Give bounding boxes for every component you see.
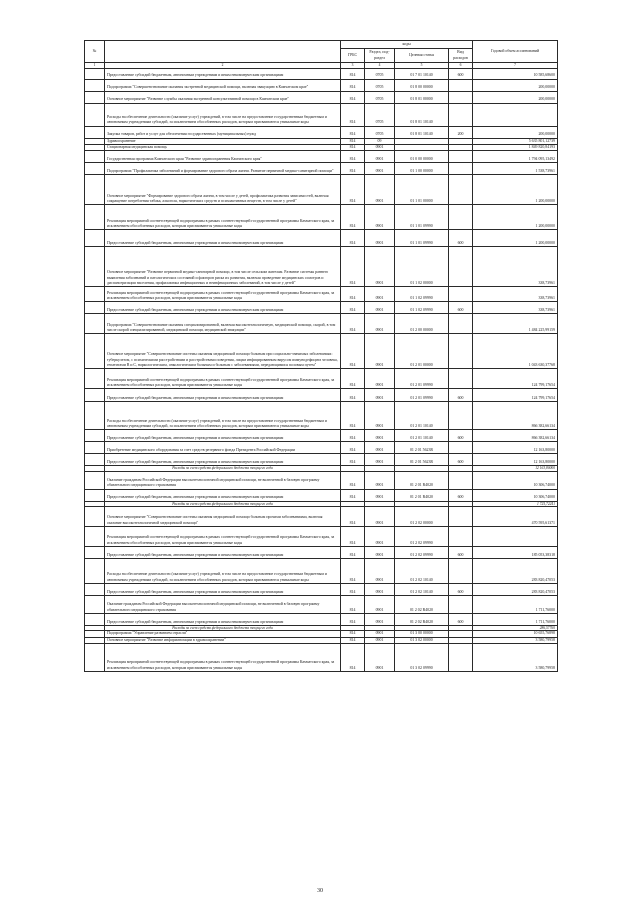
item-name-cell: Реализация мероприятий соответствующей подпрограммы в рамках соответствующей государственной программы Камчатского края, за исключением обособленных расходов, которым присваиваются уникальные коды	[105, 643, 341, 671]
grbs-cell: 814	[341, 302, 365, 314]
razdel-cell: 0705	[365, 126, 395, 138]
expense-type-cell	[449, 91, 473, 103]
col-num-2: 2	[105, 63, 341, 69]
amount-cell: 10 306,74000	[473, 489, 558, 501]
expense-type-cell	[449, 163, 473, 175]
razdel-cell: 0705	[365, 91, 395, 103]
item-name-cell: Основное мероприятие "Развитие информатизации в здравоохранении"	[105, 637, 341, 643]
amount-cell: 10 655,76898	[473, 631, 558, 637]
razdel-cell: 0901	[365, 402, 395, 430]
target-article-cell: 01 2 01 00000	[395, 334, 449, 369]
target-article-cell: 01 2 00 00000	[395, 314, 449, 334]
razdel-cell: 0901	[365, 230, 395, 247]
grbs-cell: 814	[341, 389, 365, 402]
table-row	[85, 126, 558, 138]
grbs-cell: 814	[341, 334, 365, 369]
row-number-cell	[85, 526, 105, 546]
razdel-cell: 0901	[365, 583, 395, 595]
amount-cell: 10 306,74000	[473, 471, 558, 489]
row-number-cell	[85, 302, 105, 314]
target-article-cell: 01 3 00 00000	[395, 631, 449, 637]
grbs-cell: 814	[341, 526, 365, 546]
row-number-cell	[85, 595, 105, 613]
razdel-cell: 0901	[365, 489, 395, 501]
razdel-cell: 0901	[365, 442, 395, 454]
col-num-3: 3	[341, 63, 365, 69]
target-article-cell: 01 2 02 09990	[395, 526, 449, 546]
row-number-cell	[85, 163, 105, 175]
grbs-cell: 814	[341, 138, 365, 144]
razdel-cell: 0901	[365, 558, 395, 583]
expense-type-cell	[449, 103, 473, 126]
target-article-cell: 01 3 02 09990	[395, 643, 449, 671]
table-row	[85, 247, 558, 287]
row-number-cell	[85, 613, 105, 625]
target-article-cell: 01 1 02 09990	[395, 302, 449, 314]
expense-type-cell	[449, 79, 473, 91]
amount-cell	[473, 526, 558, 546]
row-number-cell	[85, 454, 105, 466]
razdel-cell: 0901	[365, 334, 395, 369]
razdel-cell: 0705	[365, 103, 395, 126]
row-number-cell	[85, 471, 105, 489]
razdel-cell: 0901	[365, 369, 395, 389]
grbs-cell: 814	[341, 163, 365, 175]
row-number-cell	[85, 103, 105, 126]
amount-cell: 5 635 801,12739	[473, 138, 558, 144]
expense-type-cell	[449, 558, 473, 583]
col-num-1: 1	[85, 63, 105, 69]
item-name-cell: Реализация мероприятий соответствующей подпрограммы в рамках соответствующей государственной программы Камчатского края, за исключением обособленных расходов, которым присваиваются уникальные коды	[105, 369, 341, 389]
grbs-cell: 814	[341, 144, 365, 150]
item-name-cell: Закупка товаров, работ и услуг для обеспечения государственных (муниципальных) нужд	[105, 126, 341, 138]
expense-type-cell	[449, 287, 473, 302]
item-name-cell: Подпрограмма "Совершенствование оказания экстренной медицинской помощи, включая эвакуацию в Камчатском крае"	[105, 79, 341, 91]
amount-cell: 3 580,79958	[473, 637, 558, 643]
item-name-cell: Основное мероприятие "Формирование здорового образа жизни, в том числе у детей, профилактика развития зависимостей, включая сокращение потребления табака, алкоголя, наркотических средств и психоактивных веществ, в том числе у детей"	[105, 175, 341, 205]
table-row	[85, 643, 558, 671]
amount-cell: 200,00000	[473, 79, 558, 91]
amount-cell: 1 725,72241	[473, 501, 558, 506]
expense-type-cell	[449, 471, 473, 489]
grbs-cell: 814	[341, 230, 365, 247]
table-row	[85, 454, 558, 466]
target-article-cell: 01 1 00 00000	[395, 163, 449, 175]
grbs-cell: 814	[341, 91, 365, 103]
table-row	[85, 68, 558, 79]
target-article-cell: 01 2 01 R4020	[395, 489, 449, 501]
amount-cell: 286,57760	[473, 625, 558, 630]
razdel-cell: 0901	[365, 471, 395, 489]
row-number-cell	[85, 442, 105, 454]
expense-type-cell	[449, 369, 473, 389]
expense-type-cell: 200	[449, 126, 473, 138]
table-row	[85, 430, 558, 442]
amount-cell: 866 382,66134	[473, 402, 558, 430]
table-row	[85, 302, 558, 314]
amount-cell: 866 382,66134	[473, 430, 558, 442]
col-num-5: 5	[395, 63, 449, 69]
table-row	[85, 583, 558, 595]
amount-cell: 1 043 630,37768	[473, 334, 558, 369]
table-row	[85, 230, 558, 247]
table-row	[85, 334, 558, 369]
razdel-cell: 0901	[365, 643, 395, 671]
grbs-cell: 814	[341, 126, 365, 138]
row-number-cell	[85, 389, 105, 402]
target-article-cell: 01 2 02 00000	[395, 506, 449, 526]
expense-type-cell	[449, 205, 473, 230]
razdel-cell: 0901	[365, 526, 395, 546]
amount-cell: 1 200,00000	[473, 230, 558, 247]
grbs-cell: 814	[341, 369, 365, 389]
amount-cell: 338,73961	[473, 287, 558, 302]
table-row	[85, 471, 558, 489]
amount-cell: 12 163,80000	[473, 454, 558, 466]
razdel-cell: 0901	[365, 506, 395, 526]
item-name-cell: Оказание гражданам Российской Федерации высокотехнологичной медицинской помощи, не включенной в базовую программу обязательного медицинского страхования	[105, 595, 341, 613]
target-article-cell: 01 1 02 00000	[395, 247, 449, 287]
item-name-cell: Расходы на обеспечение деятельности (оказание услуг) учреждений, в том числе на предоставление государственным бюджетным и автономным учреждениям субсидий, за исключением обособленных расходов, которым присваиваются уникальные коды	[105, 103, 341, 126]
target-article-cell: 01 1 01 00000	[395, 175, 449, 205]
table-row	[85, 91, 558, 103]
header-target-article: Целевая статья	[395, 49, 449, 63]
row-number-cell	[85, 314, 105, 334]
target-article-cell: 01 8 01 10140	[395, 126, 449, 138]
table-row	[85, 369, 558, 389]
amount-cell: 1 794 095,13492	[473, 151, 558, 163]
amount-cell: 200,00000	[473, 91, 558, 103]
budget-table	[84, 40, 558, 672]
grbs-cell: 814	[341, 506, 365, 526]
amount-cell: 124 799,17654	[473, 389, 558, 402]
amount-cell: 12 163,80000	[473, 466, 558, 471]
amount-cell: 1 711,76000	[473, 613, 558, 625]
header-number: №	[85, 41, 105, 63]
grbs-cell: 814	[341, 613, 365, 625]
expense-type-cell: 600	[449, 230, 473, 247]
table-row	[85, 287, 558, 302]
amount-cell: 1 538,73961	[473, 163, 558, 175]
row-number-cell	[85, 558, 105, 583]
item-name-cell: Реализация мероприятий соответствующей подпрограммы в рамках соответствующей государственной программы Камчатского края, за исключением обособленных расходов, которым присваиваются уникальные коды	[105, 287, 341, 302]
razdel-cell: 0901	[365, 631, 395, 637]
razdel-cell: 0901	[365, 314, 395, 334]
amount-cell: 12 163,80000	[473, 442, 558, 454]
target-article-cell: 01 2 02 R4020	[395, 613, 449, 625]
target-article-cell: 01 1 01 09990	[395, 205, 449, 230]
item-name-cell: Подпрограмма "Профилактика заболеваний и формирование здорового образа жизни. Развитие первичной медико-санитарной помощи"	[105, 163, 341, 175]
expense-type-cell	[449, 526, 473, 546]
row-number-cell	[85, 91, 105, 103]
table-row	[85, 595, 558, 613]
row-number-cell	[85, 334, 105, 369]
table-row	[85, 151, 558, 163]
item-name-cell: Расходы за счет средств федерального бюджета текущего года	[105, 466, 341, 471]
table-row	[85, 506, 558, 526]
amount-cell: 1 484 225,99159	[473, 314, 558, 334]
amount-cell: 10 585,68600	[473, 68, 558, 79]
row-number-cell	[85, 583, 105, 595]
expense-type-cell	[449, 595, 473, 613]
razdel-cell: 0901	[365, 595, 395, 613]
table-row	[85, 314, 558, 334]
item-name-cell: Предоставление субсидий бюджетным, автономным учреждениям и иным некоммерческим организациям	[105, 613, 341, 625]
row-number-cell	[85, 175, 105, 205]
amount-cell: 3 580,79958	[473, 643, 558, 671]
item-name-cell: Подпрограмма "Управление развитием отрасли"	[105, 631, 341, 637]
amount-cell: 283 820,47053	[473, 583, 558, 595]
item-name-cell: Оказание гражданам Российской Федерации высокотехнологичной медицинской помощи, не включенной в базовую программу обязательного медицинского страхования	[105, 471, 341, 489]
razdel-cell: 0705	[365, 68, 395, 79]
expense-type-cell: 600	[449, 489, 473, 501]
table-row	[85, 613, 558, 625]
expense-type-cell: 600	[449, 613, 473, 625]
row-number-cell	[85, 506, 105, 526]
expense-type-cell: 600	[449, 68, 473, 79]
expense-type-cell: 600	[449, 546, 473, 558]
target-article-cell: 01 7 01 10140	[395, 68, 449, 79]
table-row	[85, 526, 558, 546]
header-razdel: Раздел, под-раздел	[365, 49, 395, 63]
table-row	[85, 546, 558, 558]
razdel-cell: 0901	[365, 175, 395, 205]
header-sum: Годовой объем ассигнований	[473, 41, 558, 63]
razdel-cell: 0901	[365, 637, 395, 643]
grbs-cell: 814	[341, 583, 365, 595]
amount-cell: 1 711,76000	[473, 595, 558, 613]
grbs-cell: 814	[341, 558, 365, 583]
amount-cell: 1 200,00000	[473, 205, 558, 230]
header-name	[105, 41, 341, 63]
target-article-cell: 01 2 01 5623R	[395, 442, 449, 454]
item-name-cell: Расходы на обеспечение деятельности (оказание услуг) учреждений, в том числе на предоставление государственным бюджетным и автономным учреждениям субсидий, за исключением обособленных расходов, которым присваиваются уникальные коды	[105, 402, 341, 430]
target-article-cell: 01 2 02 09990	[395, 546, 449, 558]
item-name-cell: Реализация мероприятий соответствующей подпрограммы в рамках соответствующей государственной программы Камчатского края, за исключением обособленных расходов, которым присваиваются уникальные коды	[105, 526, 341, 546]
item-name-cell: Здравоохранение	[105, 138, 341, 144]
col-num-7: 7	[473, 63, 558, 69]
target-article-cell: 01 2 02 10140	[395, 558, 449, 583]
expense-type-cell	[449, 442, 473, 454]
grbs-cell: 814	[341, 442, 365, 454]
razdel-cell: 0901	[365, 430, 395, 442]
table-row	[85, 389, 558, 402]
row-number-cell	[85, 230, 105, 247]
page-number: 30	[317, 888, 323, 894]
table-row	[85, 205, 558, 230]
target-article-cell: 01 2 02 R4020	[395, 595, 449, 613]
table-row	[85, 103, 558, 126]
target-article-cell: 01 1 01 09990	[395, 230, 449, 247]
grbs-cell: 814	[341, 489, 365, 501]
target-article-cell: 01 2 02 10140	[395, 583, 449, 595]
item-name-cell: Предоставление субсидий бюджетным, автономным учреждениям и иным некоммерческим организациям	[105, 430, 341, 442]
grbs-cell: 814	[341, 595, 365, 613]
table-row	[85, 442, 558, 454]
razdel-cell: 0901	[365, 389, 395, 402]
expense-type-cell: 600	[449, 302, 473, 314]
grbs-cell: 814	[341, 643, 365, 671]
col-num-4: 4	[365, 63, 395, 69]
grbs-cell: 814	[341, 79, 365, 91]
item-name-cell: Предоставление субсидий бюджетным, автономным учреждениям и иным некоммерческим организациям	[105, 583, 341, 595]
row-number-cell	[85, 79, 105, 91]
item-name-cell: Расходы за счет средств федерального бюджета текущего года	[105, 625, 341, 630]
budget-sheet	[84, 40, 557, 672]
row-number-cell	[85, 402, 105, 430]
razdel-cell: 0901	[365, 151, 395, 163]
item-name-cell: Расходы на обеспечение деятельности (оказание услуг) учреждений, в том числе на предоставление государственным бюджетным и автономным учреждениям субсидий, за исключением обособленных расходов, которым присваиваются уникальные коды	[105, 558, 341, 583]
row-number-cell	[85, 205, 105, 230]
expense-type-cell: 600	[449, 454, 473, 466]
col-num-6: 6	[449, 63, 473, 69]
target-article-cell: 01 2 01 10140	[395, 430, 449, 442]
row-number-cell	[85, 643, 105, 671]
grbs-cell: 814	[341, 103, 365, 126]
razdel-cell: 0901	[365, 546, 395, 558]
grbs-cell: 814	[341, 247, 365, 287]
razdel-cell: 0901	[365, 247, 395, 287]
item-name-cell: Государственная программа Камчатского края "Развитие здравоохранения Камчатского края"	[105, 151, 341, 163]
item-name-cell: Расходы за счет средств федерального бюджета текущего года	[105, 501, 341, 506]
razdel-cell: 0901	[365, 144, 395, 150]
item-name-cell: Подпрограмма "Совершенствование оказания специализированной, включая высокотехнологичную, медицинской помощи, скорой, в том числе скорой специализированной, медицинской помощи, медицинской эвакуации"	[105, 314, 341, 334]
row-number-cell	[85, 68, 105, 79]
amount-cell: 124 799,17654	[473, 369, 558, 389]
amount-cell: 338,73961	[473, 302, 558, 314]
target-article-cell: 01 8 00 00000	[395, 79, 449, 91]
row-number-cell	[85, 369, 105, 389]
item-name-cell: Предоставление субсидий бюджетным, автономным учреждениям и иным некоммерческим организациям	[105, 489, 341, 501]
expense-type-cell	[449, 334, 473, 369]
grbs-cell: 814	[341, 68, 365, 79]
table-row	[85, 79, 558, 91]
amount-cell: 470 595,61371	[473, 506, 558, 526]
target-article-cell: 01 3 02 00000	[395, 637, 449, 643]
row-number-cell	[85, 546, 105, 558]
grbs-cell: 814	[341, 631, 365, 637]
table-row	[85, 402, 558, 430]
grbs-cell: 814	[341, 175, 365, 205]
table-row	[85, 175, 558, 205]
grbs-cell: 814	[341, 471, 365, 489]
table-row	[85, 489, 558, 501]
target-article-cell: 01 1 02 09990	[395, 287, 449, 302]
table-row	[85, 558, 558, 583]
row-number-cell	[85, 151, 105, 163]
header-expense-type: Вид расходов	[449, 49, 473, 63]
header-grbs: ГРБС	[341, 49, 365, 63]
row-number-cell	[85, 247, 105, 287]
item-name-cell: Предоставление субсидий бюджетным, автономным учреждениям и иным некоммерческим организациям	[105, 230, 341, 247]
row-number-cell	[85, 126, 105, 138]
razdel-cell: 0901	[365, 454, 395, 466]
razdel-cell: 0901	[365, 302, 395, 314]
item-name-cell: Предоставление субсидий бюджетным, автономным учреждениям и иным некоммерческим организациям	[105, 546, 341, 558]
item-name-cell: Предоставление субсидий бюджетным, автономным учреждениям и иным некоммерческим организациям	[105, 68, 341, 79]
target-article-cell: 01 8 01 10140	[395, 103, 449, 126]
amount-cell: 283 820,47053	[473, 558, 558, 583]
target-article-cell: 01 2 01 10140	[395, 402, 449, 430]
row-number-cell	[85, 489, 105, 501]
grbs-cell: 814	[341, 546, 365, 558]
grbs-cell: 814	[341, 205, 365, 230]
expense-type-cell	[449, 643, 473, 671]
razdel-cell: 0705	[365, 79, 395, 91]
grbs-cell: 814	[341, 287, 365, 302]
grbs-cell: 814	[341, 151, 365, 163]
target-article-cell: 01 0 00 00000	[395, 151, 449, 163]
grbs-cell: 814	[341, 454, 365, 466]
expense-type-cell	[449, 247, 473, 287]
expense-type-cell: 600	[449, 583, 473, 595]
grbs-cell: 814	[341, 430, 365, 442]
expense-type-cell	[449, 151, 473, 163]
item-name-cell: Предоставление субсидий бюджетным, автономным учреждениям и иным некоммерческим организациям	[105, 454, 341, 466]
item-name-cell: Реализация мероприятий соответствующей подпрограммы в рамках соответствующей государственной программы Камчатского края, за исключением обособленных расходов, которым присваиваются уникальные коды	[105, 205, 341, 230]
item-name-cell: Основное мероприятие "Совершенствование системы оказания медицинской помощи больным при социально-значимых заболеваниях: туберкулезом, с психическими расстройствами и расстройствами поведения, лицам инфицированным вирусом иммунодефицита человека, гепатитами В и С, наркологическим, онкологическим больным и больным с заболеваниями, передающимися половым путем"	[105, 334, 341, 369]
item-name-cell: Основное мероприятие "Развитие службы оказания экстренной консультативной помощи в Камчатском крае"	[105, 91, 341, 103]
target-article-cell: 01 2 01 09990	[395, 389, 449, 402]
item-name-cell: Основное мероприятие "Совершенствование системы оказания медицинской помощи больным прочими заболеваниями, включая оказание высокотехнологичной медицинской помощи"	[105, 506, 341, 526]
amount-cell: 185 053,38318	[473, 546, 558, 558]
item-name-cell: Предоставление субсидий бюджетным, автономным учреждениям и иным некоммерческим организациям	[105, 302, 341, 314]
item-name-cell: Предоставление субсидий бюджетным, автономным учреждениям и иным некоммерческим организациям	[105, 389, 341, 402]
grbs-cell: 814	[341, 637, 365, 643]
expense-type-cell: 600	[449, 430, 473, 442]
razdel-cell: 0901	[365, 163, 395, 175]
expense-type-cell	[449, 402, 473, 430]
target-article-cell: 01 8 01 00000	[395, 91, 449, 103]
grbs-cell: 814	[341, 402, 365, 430]
row-number-cell	[85, 287, 105, 302]
table-row	[85, 163, 558, 175]
item-name-cell: Основное мероприятие "Развитие первичной медико-санитарной помощи, в том числе сельским жителям. Развитие системы раннего выявления заболеваний и патологических состояний и факторов риска их развития, включая проведение медицинских осмотров и диспансеризации населения, профилактика инфекционных и неинфекционных заболеваний, в том числе у детей"	[105, 247, 341, 287]
amount-cell: 1 200,00000	[473, 175, 558, 205]
target-article-cell: 01 2 01 R4020	[395, 471, 449, 489]
budget-rows	[85, 68, 558, 671]
header-codes: коды	[341, 41, 473, 49]
amount-cell	[473, 103, 558, 126]
row-number-cell	[85, 430, 105, 442]
expense-type-cell	[449, 314, 473, 334]
razdel-cell: 0901	[365, 613, 395, 625]
razdel-cell: 0901	[365, 287, 395, 302]
item-name-cell: Приобретение медицинского оборудования за счет средств резервного фонда Президента Российской Федерации	[105, 442, 341, 454]
grbs-cell: 814	[341, 314, 365, 334]
amount-cell: 338,73961	[473, 247, 558, 287]
item-name-cell: Стационарная медицинская помощь	[105, 144, 341, 150]
razdel-cell: 09	[365, 138, 395, 144]
target-article-cell: 01 2 01 5623R	[395, 454, 449, 466]
target-article-cell: 01 2 01 09990	[395, 369, 449, 389]
amount-cell: 200,00000	[473, 126, 558, 138]
expense-type-cell	[449, 175, 473, 205]
expense-type-cell	[449, 506, 473, 526]
amount-cell: 1 849 820,84193	[473, 144, 558, 150]
razdel-cell: 0901	[365, 205, 395, 230]
expense-type-cell: 600	[449, 389, 473, 402]
